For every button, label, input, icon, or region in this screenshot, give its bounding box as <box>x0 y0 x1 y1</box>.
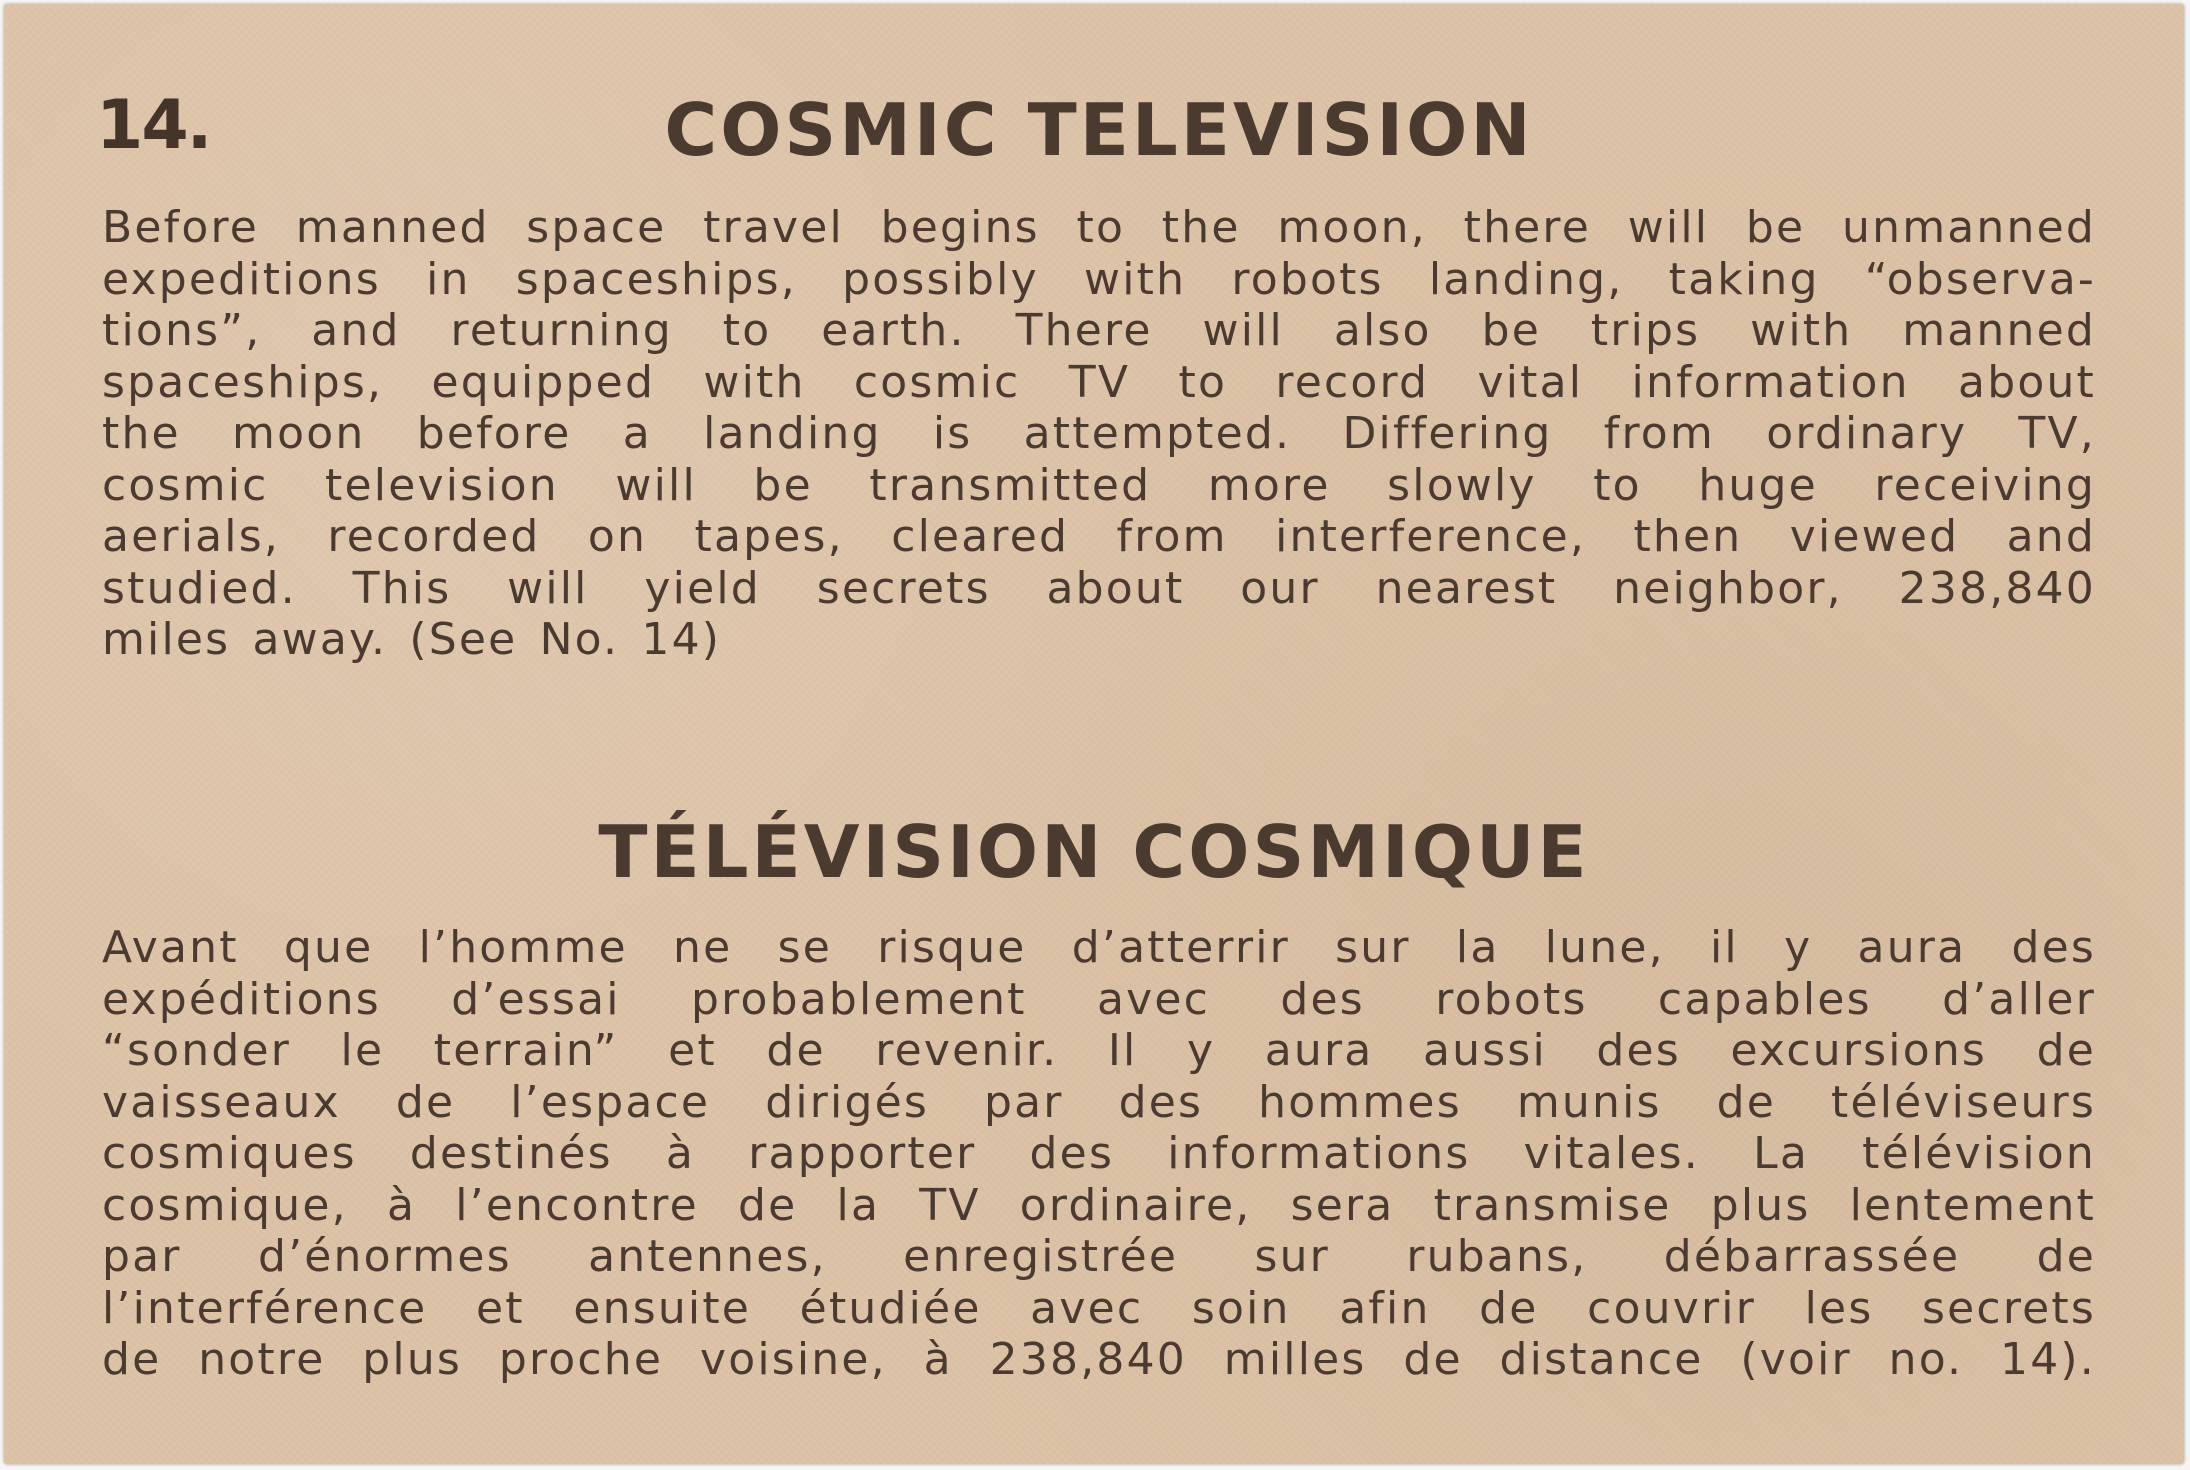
french-text-line: cosmique, à l’encontre de la TV ordinaire, sera transmise plus lentement <box>102 1179 2096 1231</box>
english-text-line: miles away. (See No. 14) <box>102 614 722 665</box>
english-text-line: aerials, recorded on tapes, cleared from interference, then viewed and <box>102 511 2096 562</box>
french-text-line: cosmiques destinés à rapporter des informations vitales. La télévision <box>102 1128 2096 1179</box>
english-text-line: cosmic television will be transmitted more slowly to huge receiving <box>102 459 2096 511</box>
french-title: TÉLÉVISION COSMIQUE <box>598 810 1590 894</box>
english-text-line: tions”, and returning to earth. There will also be trips with manned <box>102 305 2096 356</box>
trading-card-back <box>4 4 2184 1464</box>
french-text-line: “sonder le terrain” et de revenir. Il y aura aussi des excursions de <box>102 1025 2096 1076</box>
french-text-line: vaisseaux de l’espace dirigés par des hommes munis de téléviseurs <box>102 1076 2096 1128</box>
english-description <box>102 202 2096 666</box>
english-text-line: Before manned space travel begins to the moon, there will be unmanned <box>102 202 2096 253</box>
french-text-line: l’interférence et ensuite étudiée avec soin afin de couvrir les secrets <box>102 1282 2096 1334</box>
card-number: 14. <box>96 86 211 165</box>
english-text-line: expeditions in spaceships, possibly with robots landing, taking “observa- <box>102 253 2096 305</box>
french-text-line: Avant que l’homme ne se risque d’atterrir sur la lune, il y aura des <box>102 922 2096 973</box>
french-description <box>102 922 2096 1386</box>
french-text-line: par d’énormes antennes, enregistrée sur rubans, débarrassée de <box>102 1231 2096 1282</box>
french-text-line: expéditions d’essai probablement avec des robots capables d’aller <box>102 973 2096 1025</box>
english-text-line: studied. This will yield secrets about our nearest neighbor, 238,840 <box>102 562 2096 614</box>
english-text-line: the moon before a landing is attempted. Differing from ordinary TV, <box>102 408 2096 459</box>
english-title: COSMIC TELEVISION <box>664 88 1534 172</box>
english-text-line: spaceships, equipped with cosmic TV to record vital information about <box>102 356 2096 408</box>
french-text-line: de notre plus proche voisine, à 238,840 milles de distance (voir no. 14). <box>102 1334 2096 1385</box>
